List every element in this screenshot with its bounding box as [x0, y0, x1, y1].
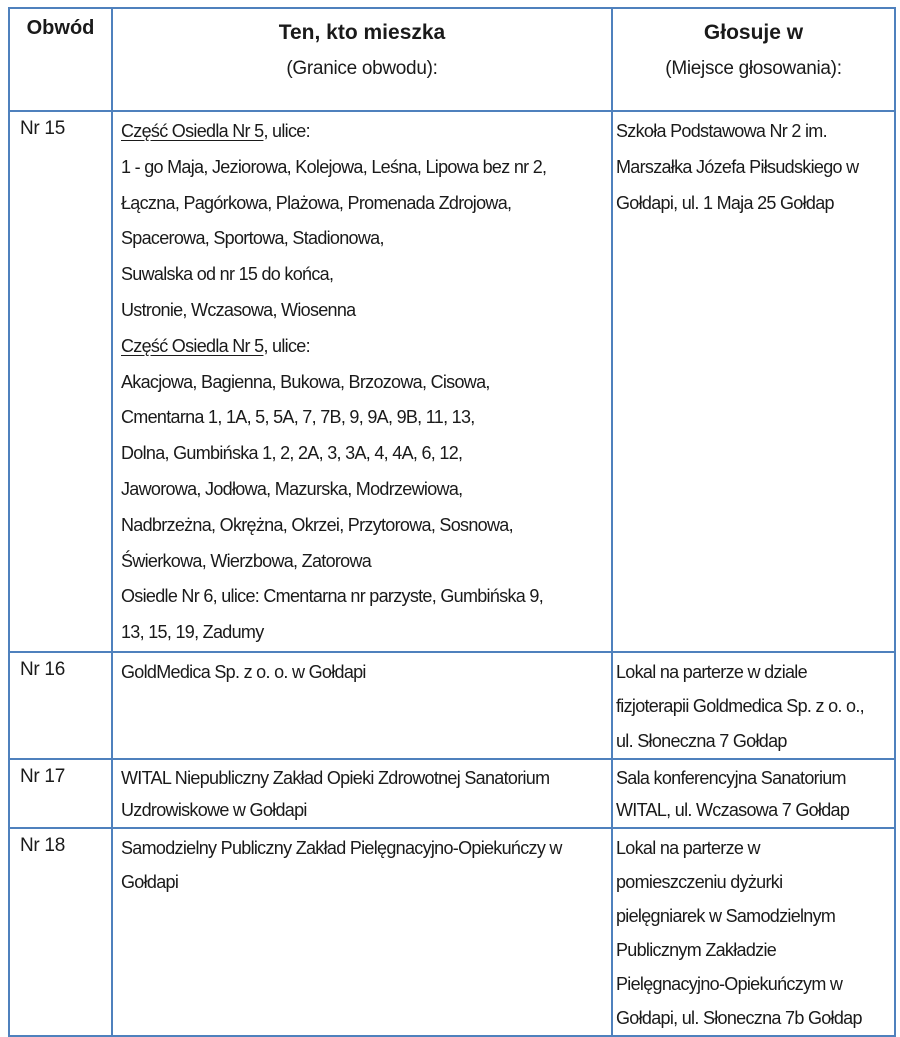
text-line: Cmentarna 1, 1A, 5, 5A, 7, 7B, 9, 9A, 9B, 11, 13,	[121, 407, 475, 428]
text-line: Łączna, Pagórkowa, Plażowa, Promenada Zdrojowa,	[121, 192, 512, 213]
header-place-title: Głosuje w	[703, 21, 804, 44]
text-line: Nadbrzeżna, Okrężna, Okrzei, Przytorowa, Sosnowa,	[121, 514, 513, 535]
text-line: ul. Słoneczna 7 Gołdap	[616, 730, 787, 751]
header-place-subtitle: (Miejsce głosowania):	[665, 58, 842, 79]
header-area-title: Ten, kto mieszka	[278, 21, 446, 44]
text-line	[121, 329, 609, 365]
text-line: Osiedle Nr 6, ulice: Cmentarna nr parzyste, Gumbińska 9,	[121, 586, 543, 607]
place-cell	[612, 828, 895, 1036]
area-cell	[112, 759, 612, 828]
text-line	[121, 114, 609, 150]
text-line: pomieszczeniu dyżurki	[616, 871, 783, 892]
place-cell	[612, 759, 895, 828]
district-cell: Nr 16	[9, 652, 112, 759]
table-row	[9, 652, 895, 759]
district-cell: Nr 18	[9, 828, 112, 1036]
polling-districts-table	[8, 7, 896, 1037]
text-line: 1 - go Maja, Jeziorowa, Kolejowa, Leśna, Lipowa bez nr 2,	[121, 156, 547, 177]
text-line: WITAL Niepubliczny Zakład Opieki Zdrowotnej Sanatorium	[121, 767, 550, 788]
table-row	[9, 759, 895, 828]
text-line: Uzdrowiskowe w Gołdapi	[121, 800, 307, 821]
table-row	[9, 828, 895, 1036]
place-cell	[612, 652, 895, 759]
text-line: GoldMedica Sp. z o. o. w Gołdapi	[121, 661, 366, 682]
underlined-text: Część Osiedla Nr 5	[121, 121, 264, 141]
text-line: Sala konferencyjna Sanatorium	[616, 767, 846, 788]
text-line: Ustronie, Wczasowa, Wiosenna	[121, 299, 356, 320]
text-line: Publicznym Zakładzie	[616, 939, 777, 960]
text-line: WITAL, ul. Wczasowa 7 Gołdap	[616, 800, 850, 821]
district-cell: Nr 17	[9, 759, 112, 828]
text-line: Suwalska od nr 15 do końca,	[121, 264, 334, 285]
text-line: Samodzielny Publiczny Zakład Pielęgnacyjno-Opiekuńczy w	[121, 837, 562, 858]
text-line: Lokal na parterze w	[616, 837, 760, 858]
text-line: Świerkowa, Wierzbowa, Zatorowa	[121, 550, 372, 571]
underlined-text: Część Osiedla Nr 5	[121, 335, 264, 356]
header-row	[9, 8, 895, 111]
text-line: Gołdapi, ul. 1 Maja 25 Gołdap	[616, 192, 834, 213]
text-line: Gołdapi	[121, 871, 179, 892]
district-cell: Nr 15	[9, 111, 112, 652]
text-line: pielęgniarek w Samodzielnym	[616, 905, 836, 926]
header-cell-place	[612, 8, 895, 111]
table-row	[9, 111, 895, 652]
text-line: Spacerowa, Sportowa, Stadionowa,	[121, 228, 384, 249]
text-line: Szkoła Podstawowa Nr 2 im.	[616, 121, 827, 141]
table-body	[9, 111, 895, 1036]
text-line: Lokal na parterze w dziale	[616, 661, 807, 682]
text-line: Akacjowa, Bagienna, Bukowa, Brzozowa, Cisowa,	[121, 371, 490, 392]
text-line: Marszałka Józefa Piłsudskiego w	[616, 156, 859, 177]
text-line: Gołdapi, ul. Słoneczna 7b Gołdap	[616, 1007, 862, 1028]
header-district-label: Obwód	[26, 17, 95, 39]
text-line: Jaworowa, Jodłowa, Mazurska, Modrzewiowa,	[121, 478, 463, 499]
area-cell	[112, 111, 612, 652]
plain-text: , ulice:	[263, 121, 310, 141]
header-cell-area	[112, 8, 612, 111]
header-cell-district	[9, 8, 112, 111]
area-cell	[112, 652, 612, 759]
text-line: fizjoterapii Goldmedica Sp. z o. o.,	[616, 696, 864, 717]
text-line: 13, 15, 19, Zadumy	[121, 622, 264, 643]
plain-text: , ulice:	[263, 335, 310, 356]
area-cell	[112, 828, 612, 1036]
header-area-subtitle: (Granice obwodu):	[286, 58, 438, 79]
text-line: Dolna, Gumbińska 1, 2, 2A, 3, 3A, 4, 4A, 6, 12,	[121, 443, 463, 464]
place-cell	[612, 111, 895, 652]
text-line: Pielęgnacyjno-Opiekuńczym w	[616, 973, 843, 994]
